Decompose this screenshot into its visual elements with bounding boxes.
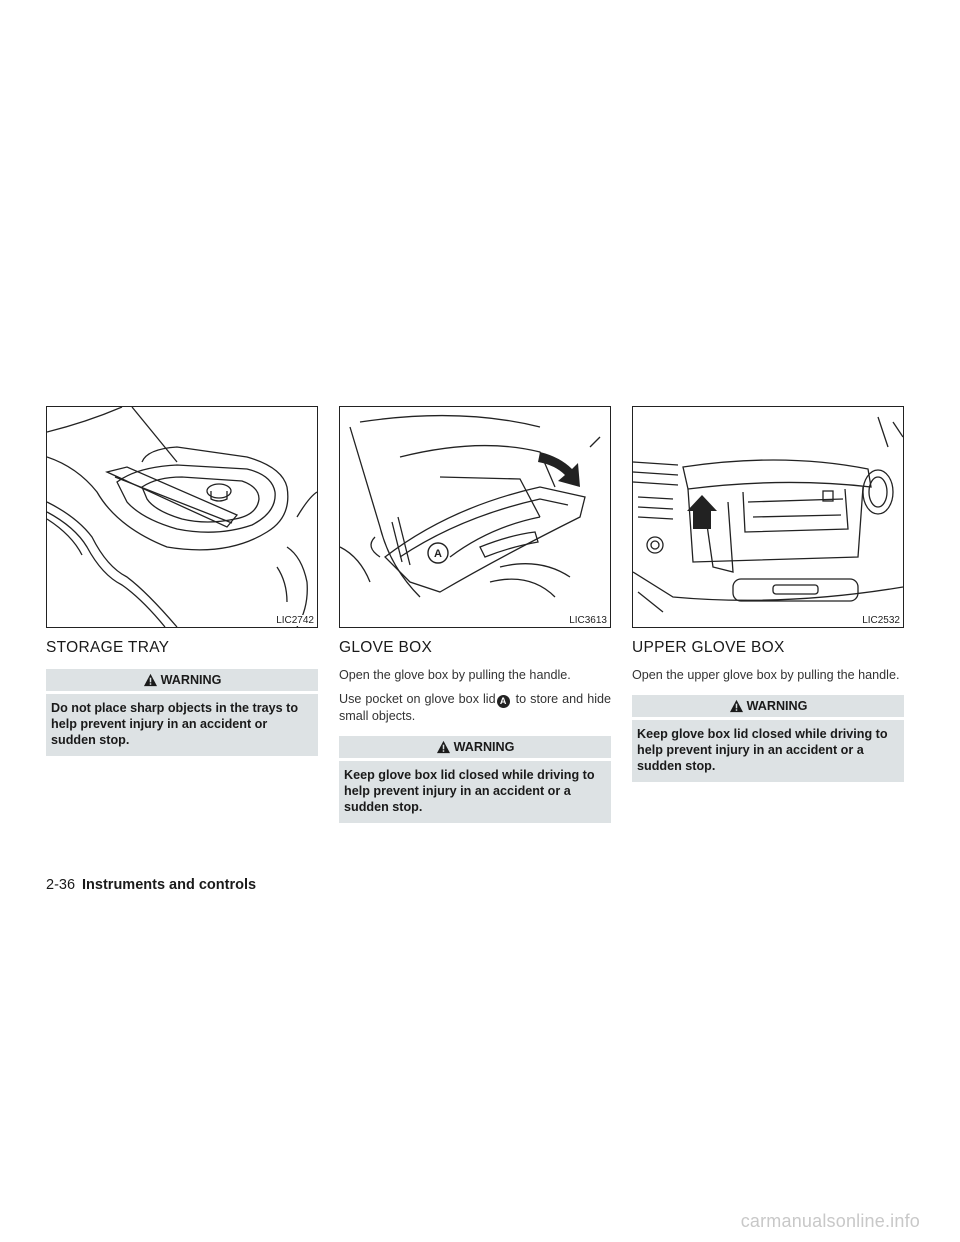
section-title: GLOVE BOX	[339, 639, 433, 656]
figure-callout-a: A	[434, 548, 442, 560]
callout-a-badge: A	[497, 695, 510, 708]
warning-text: Keep glove box lid closed while driving to help prevent injury in an accident or a sudden stop.	[632, 720, 904, 782]
paragraph-text-before: Use pocket on glove box lid	[339, 692, 496, 706]
paragraph-text-after: to store and hide small objects.	[339, 692, 611, 723]
section-title: UPPER GLOVE BOX	[632, 639, 785, 656]
paragraph-pocket	[339, 691, 611, 724]
figure-code: LIC3613	[569, 615, 607, 626]
section-upper-glove-box	[632, 406, 904, 782]
glove-box-drawing	[340, 407, 610, 627]
warning-icon	[729, 699, 744, 713]
warning-label: WARNING	[453, 740, 515, 754]
warning-box	[46, 669, 318, 756]
warning-icon	[143, 673, 158, 687]
page-number: 2-36	[46, 877, 76, 893]
warning-text: Do not place sharp objects in the trays to help prevent injury in an accident or sudden stop.	[46, 694, 318, 756]
section-glove-box	[339, 406, 611, 823]
upper-glove-box-drawing	[633, 407, 903, 627]
warning-icon	[436, 740, 451, 754]
warning-header	[339, 736, 611, 758]
figure-code: LIC2532	[862, 615, 900, 626]
section-storage-tray	[46, 406, 318, 756]
glove-box-illustration	[339, 406, 611, 628]
warning-header	[632, 695, 904, 717]
warning-header	[46, 669, 318, 691]
warning-box	[339, 736, 611, 823]
paragraph-open-upper-glove-box: Open the upper glove box by pulling the handle.	[632, 668, 900, 682]
paragraph-open-glove-box: Open the glove box by pulling the handle.	[339, 668, 571, 682]
upper-glove-box-illustration	[632, 406, 904, 628]
storage-tray-drawing	[47, 407, 317, 627]
chapter-title: Instruments and controls	[82, 877, 257, 893]
warning-label: WARNING	[746, 699, 808, 713]
storage-tray-illustration	[46, 406, 318, 628]
page-footer	[46, 877, 256, 893]
warning-label: WARNING	[160, 673, 222, 687]
warning-text: Keep glove box lid closed while driving to help prevent injury in an accident or a sudden stop.	[339, 761, 611, 823]
section-title: STORAGE TRAY	[46, 639, 170, 656]
watermark: carmanualsonline.info	[740, 1211, 920, 1231]
warning-box	[632, 695, 904, 782]
figure-code: LIC2742	[276, 615, 314, 626]
